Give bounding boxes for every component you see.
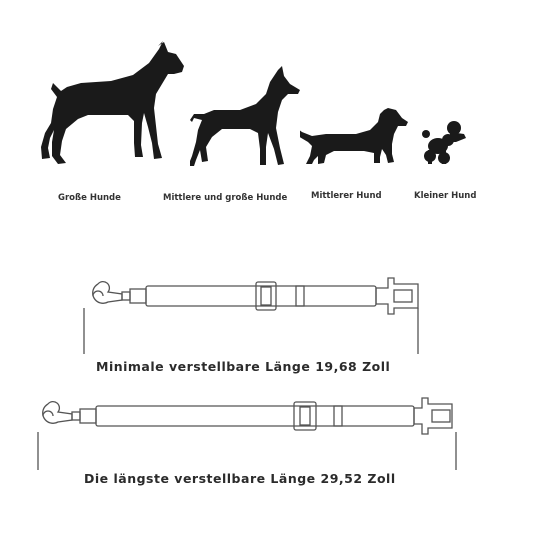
dog-label-small: Kleiner Hund [414,191,477,201]
long-leash-caption: Die längste verstellbare Länge 29,52 Zoll [84,471,396,486]
short-leash-caption: Minimale verstellbare Länge 19,68 Zoll [96,359,391,374]
boxer-dog-icon [30,40,190,180]
dog-label-medium-large: Mittlere und große Hunde [163,193,288,203]
doberman-dog-icon [190,64,305,174]
poodle-dog-icon [420,120,470,168]
dachshund-dog-icon [300,104,412,170]
long-seatbelt-leash-icon [34,392,464,480]
dog-label-medium: Mittlerer Hund [311,191,382,201]
short-seatbelt-leash-icon [78,270,423,364]
dog-label-large: Große Hunde [58,193,121,203]
